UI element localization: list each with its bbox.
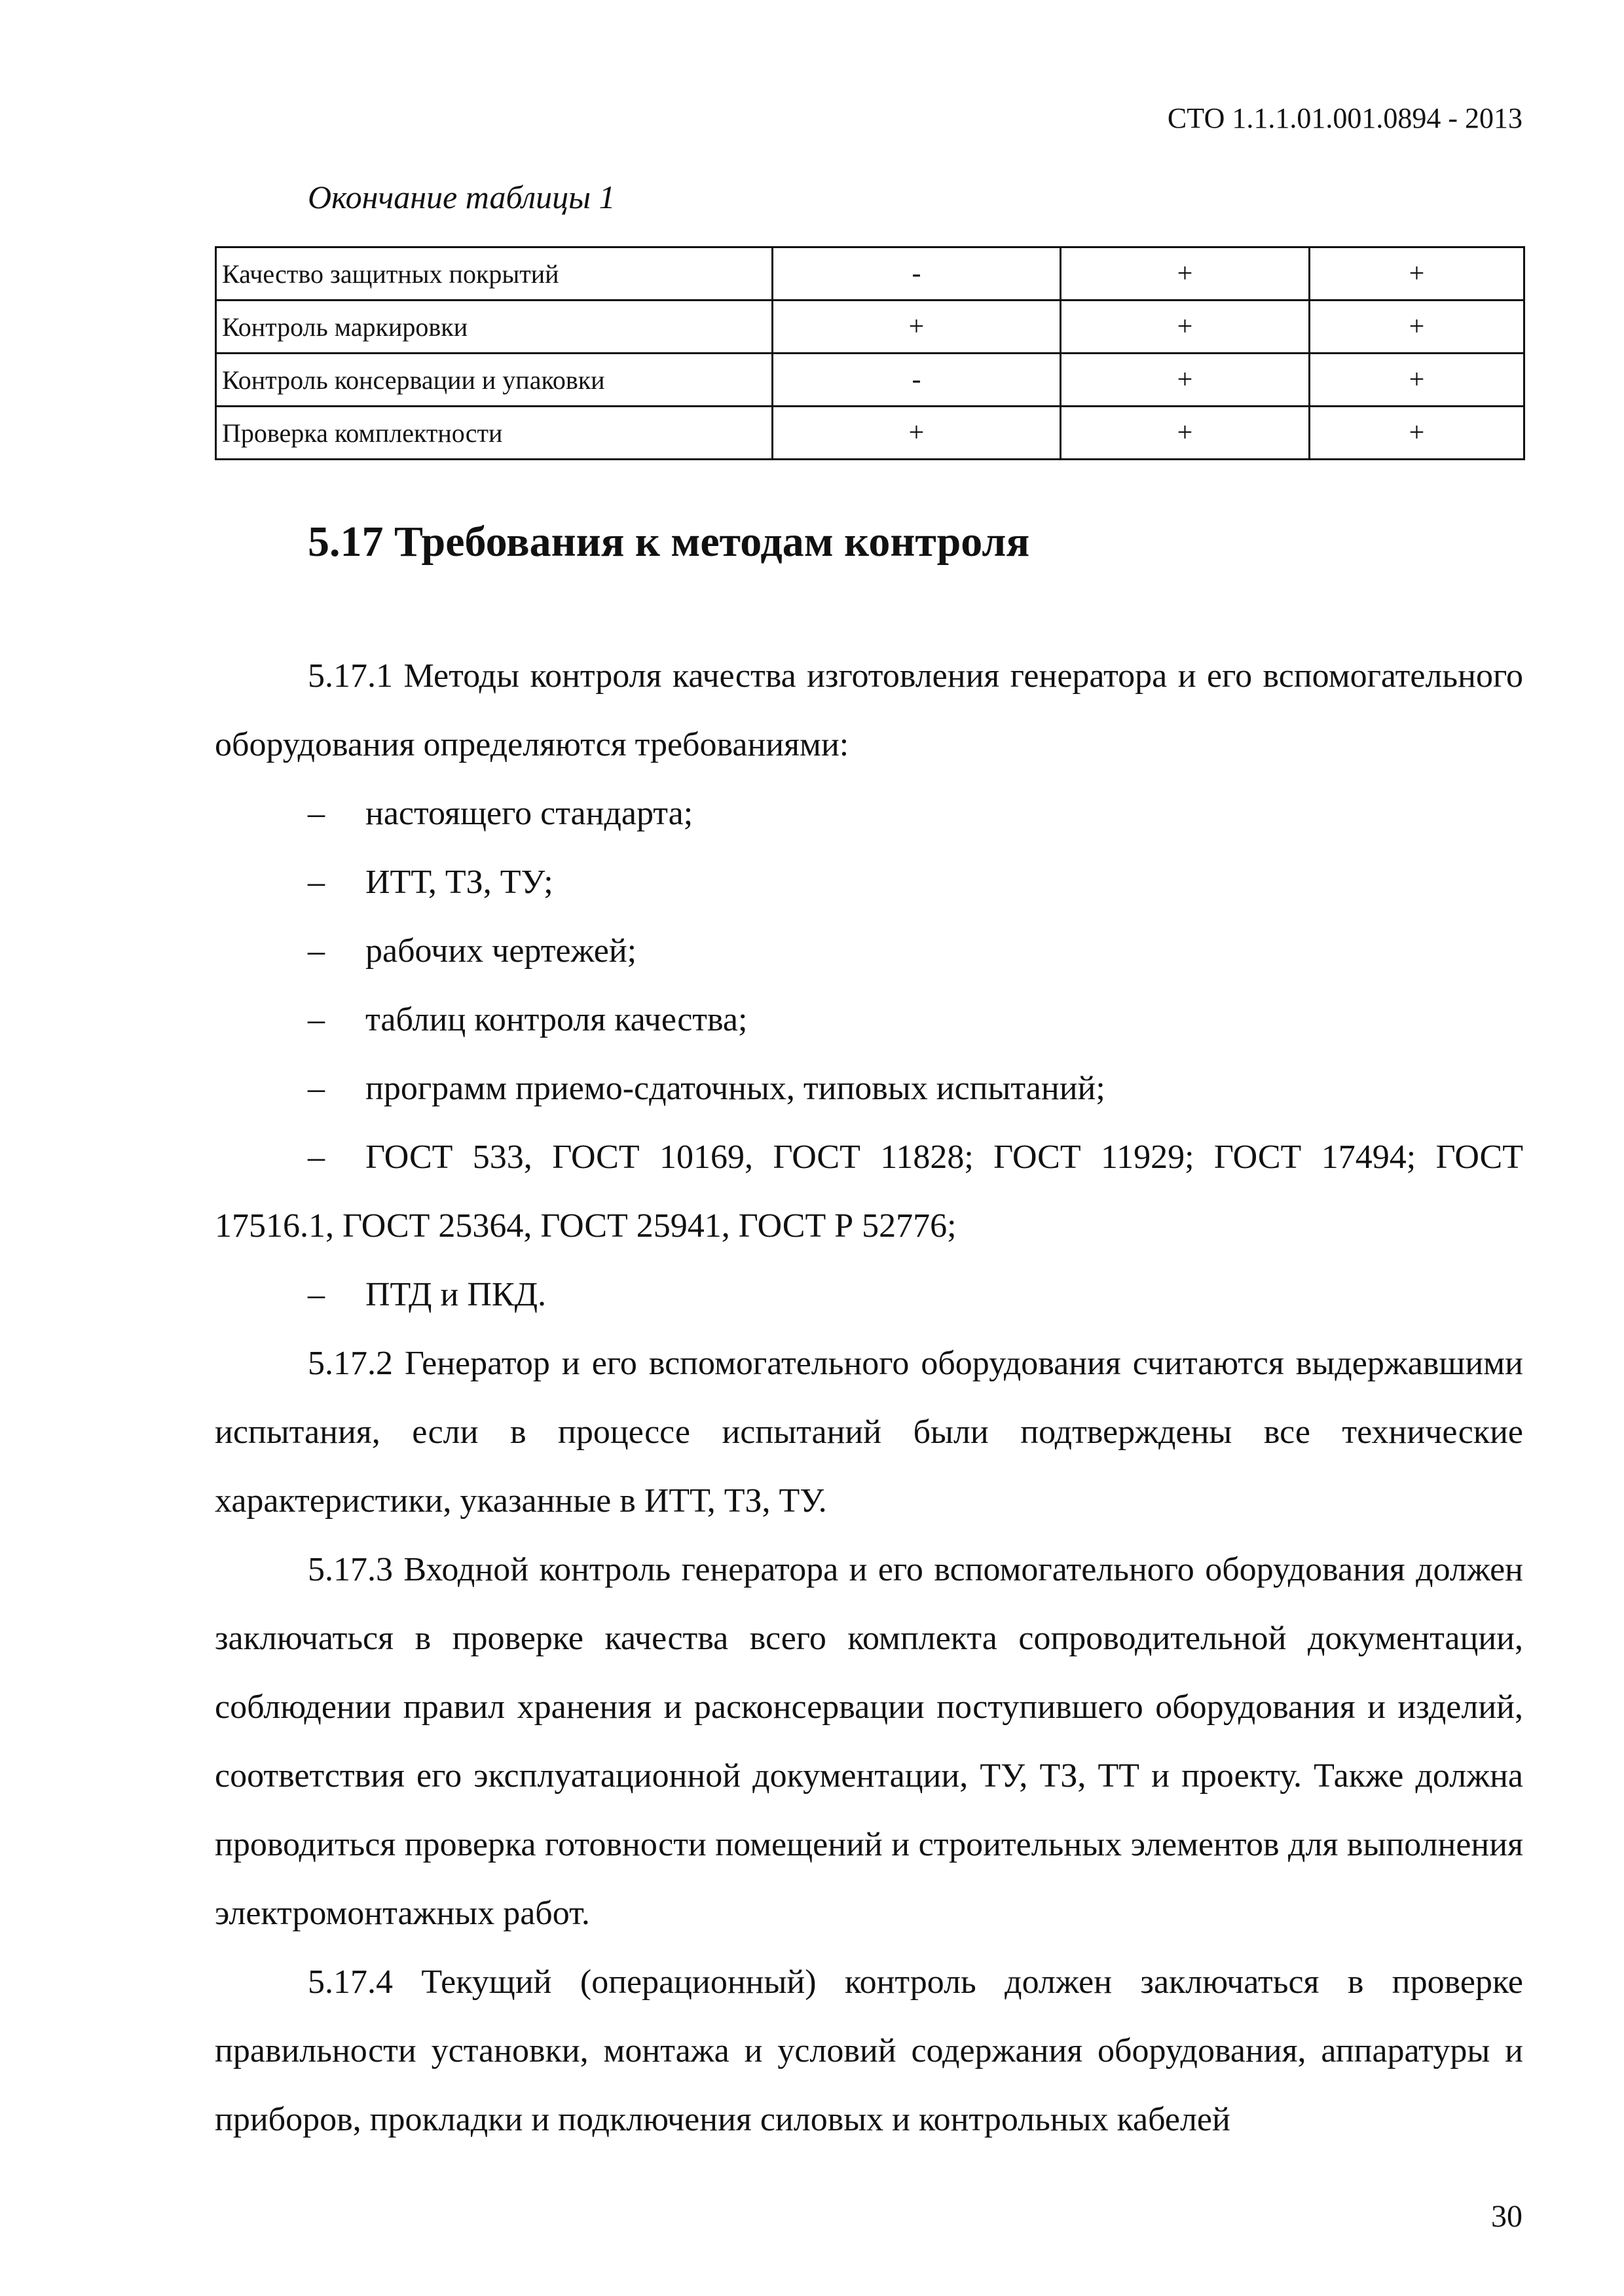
table-cell-mark: - bbox=[773, 247, 1061, 301]
page-number: 30 bbox=[1491, 2199, 1522, 2234]
list-item bbox=[215, 848, 1523, 917]
list-dash: – bbox=[308, 1001, 325, 1038]
list-item-text: рабочих чертежей; bbox=[365, 932, 637, 970]
list-item-text: настоящего стандарта; bbox=[365, 795, 693, 832]
table-cell-mark: + bbox=[1061, 247, 1310, 301]
table-cell-mark: + bbox=[1310, 247, 1524, 301]
table-cell-mark: + bbox=[773, 407, 1061, 460]
table-row bbox=[216, 354, 1524, 407]
document-code: СТО 1.1.1.01.001.0894 - 2013 bbox=[1167, 102, 1522, 134]
paragraph-5-17-4: 5.17.4 Текущий (операционный) контроль должен заключаться в проверке правильности установки, монтажа и условий содержания оборудования, аппаратуры и приборов, прокладки и подключения силовых и контрольных кабелей bbox=[215, 1963, 1523, 2138]
list-item-text: таблиц контроля качества; bbox=[365, 1001, 748, 1038]
list-item bbox=[215, 917, 1523, 985]
table-cell-name: Качество защитных покрытий bbox=[216, 247, 773, 301]
table-cell-mark: + bbox=[1061, 354, 1310, 407]
list-item-text: ПТД и ПКД. bbox=[365, 1276, 547, 1313]
paragraph-5-17-1: 5.17.1 Методы контроля качества изготовления генератора и его вспомогательного оборудования определяются требованиями: bbox=[215, 657, 1523, 763]
list-dash: – bbox=[308, 1139, 325, 1176]
table-cell-mark: + bbox=[1310, 407, 1524, 460]
list-item bbox=[215, 985, 1523, 1054]
list-dash: – bbox=[308, 932, 325, 970]
table-cell-mark: + bbox=[1310, 354, 1524, 407]
list-item-text: ИТТ, ТЗ, ТУ; bbox=[365, 864, 553, 901]
table-row bbox=[216, 407, 1524, 460]
list-item bbox=[215, 1123, 1523, 1260]
table-cell-mark: + bbox=[1061, 407, 1310, 460]
table-cell-mark: + bbox=[773, 301, 1061, 354]
list-item-text: ГОСТ 533, ГОСТ 10169, ГОСТ 11828; ГОСТ 11929; ГОСТ 17494; ГОСТ 17516.1, ГОСТ 25364, ГОСТ 25941, ГОСТ Р 52776; bbox=[215, 1139, 1523, 1245]
list-item-text: программ приемо-сдаточных, типовых испытаний; bbox=[365, 1070, 1105, 1107]
paragraph-5-17-2: 5.17.2 Генератор и его вспомогательного оборудования считаются выдержавшими испытания, если в процессе испытаний были подтверждены все технические характеристики, указанные в ИТТ, ТЗ, ТУ. bbox=[215, 1345, 1523, 1520]
table-cell-mark: - bbox=[773, 354, 1061, 407]
table-caption: Окончание таблицы 1 bbox=[308, 179, 616, 215]
list-dash: – bbox=[308, 795, 325, 832]
table-row bbox=[216, 247, 1524, 301]
table-cell-mark: + bbox=[1061, 301, 1310, 354]
table-cell-name: Контроль маркировки bbox=[216, 301, 773, 354]
list-item bbox=[215, 1260, 1523, 1329]
table-cell-mark: + bbox=[1310, 301, 1524, 354]
list-item bbox=[215, 779, 1523, 848]
section-body bbox=[215, 642, 1523, 2154]
control-table bbox=[215, 246, 1525, 460]
section-title: 5.17 Требования к методам контроля bbox=[308, 518, 1030, 566]
table-row bbox=[216, 301, 1524, 354]
table-cell-name: Контроль консервации и упаковки bbox=[216, 354, 773, 407]
list-dash: – bbox=[308, 1070, 325, 1107]
table-cell-name: Проверка комплектности bbox=[216, 407, 773, 460]
list-item bbox=[215, 1054, 1523, 1123]
paragraph-5-17-3: 5.17.3 Входной контроль генератора и его вспомогательного оборудования должен заключаться в проверке качества всего комплекта сопроводительной документации, соблюдении правил хранения и расконсервации поступившего оборудования и изделий, соответствия его эксплуатационной документации, ТУ, ТЗ, ТТ и проекту. Также должна проводиться проверка готовности помещений и строительных элементов для выполнения электромонтажных работ. bbox=[215, 1551, 1523, 1932]
list-dash: – bbox=[308, 864, 325, 901]
list-dash: – bbox=[308, 1276, 325, 1313]
